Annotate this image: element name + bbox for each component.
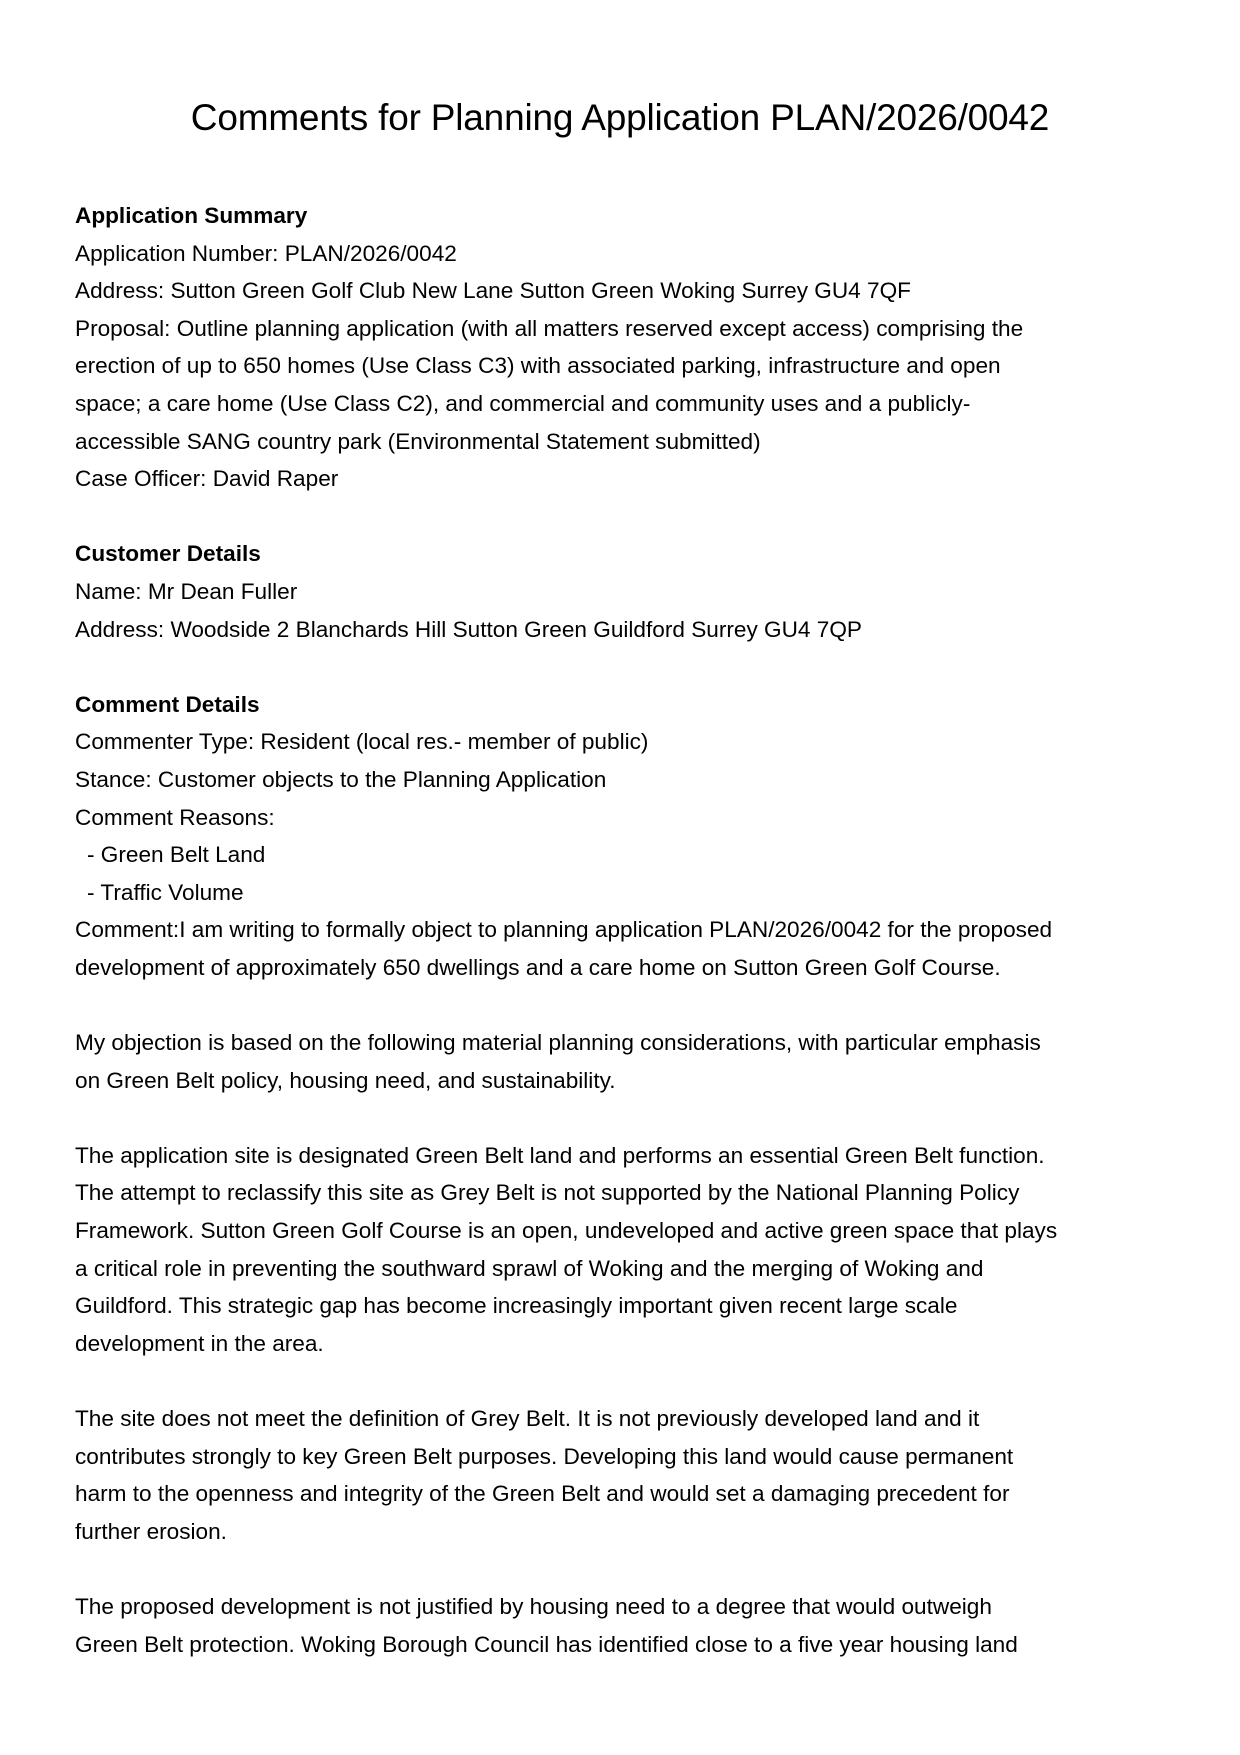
spacer [75,1550,1175,1588]
comment-line: My objection is based on the following material planning considerations, with particular emphasis [75,1030,1041,1056]
proposal-line: erection of up to 650 homes (Use Class C3) with associated parking, infrastructure and open [75,353,1001,379]
comment-line: development of approximately 650 dwellings and a care home on Sutton Green Golf Course. [75,954,1001,980]
comment-line: on Green Belt policy, housing need, and sustainability. [75,1067,616,1093]
spacer [75,1099,1175,1137]
application-address: Address: Sutton Green Golf Club New Lane Sutton Green Woking Surrey GU4 7QF [75,278,911,304]
comment-details-heading: Comment Details [75,691,260,717]
proposal-line: accessible SANG country park (Environmental Statement submitted) [75,428,761,454]
stance: Stance: Customer objects to the Planning Application [75,766,607,792]
customer-details-heading: Customer Details [75,541,261,567]
comment-line: The proposed development is not justified by housing need to a degree that would outweigh [75,1593,992,1619]
comment-line: a critical role in preventing the southward sprawl of Woking and the merging of Woking and [75,1255,984,1281]
case-officer: Case Officer: David Raper [75,466,339,492]
comment-paragraph [75,1137,1175,1363]
comment-reason-item: - Traffic Volume [87,879,244,905]
comment-line: further erosion. [75,1518,227,1544]
comment-line: Guildford. This strategic gap has become increasingly important given recent large scale [75,1293,958,1319]
spacer [75,986,1175,1024]
page-title: Comments for Planning Application PLAN/2026/0042 [190,97,1050,138]
comment-paragraph [75,1588,1175,1663]
comment-line: Comment:I am writing to formally object to planning application PLAN/2026/0042 for the proposed [75,917,1053,943]
proposal-line: space; a care home (Use Class C2), and commercial and community uses and a publicly- [75,390,971,416]
comment-line: The site does not meet the definition of Grey Belt. It is not previously developed land and it [75,1406,980,1431]
spacer [75,498,1175,536]
application-number: Application Number: PLAN/2026/0042 [75,240,457,266]
spacer [75,1362,1175,1400]
commenter-type: Commenter Type: Resident (local res.- member of public) [75,729,649,755]
customer-details-section [75,535,1175,648]
comment-line: harm to the openness and integrity of the Green Belt and would set a damaging precedent for [75,1481,1010,1507]
comment-line: Green Belt protection. Woking Borough Council has identified close to a five year housing land [75,1631,1018,1657]
comment-line: contributes strongly to key Green Belt purposes. Developing this land would cause permanent [75,1443,1014,1469]
comment-reasons-label: Comment Reasons: [75,804,275,830]
customer-name: Name: Mr Dean Fuller [75,578,298,604]
comment-details-section [75,686,1175,1663]
comment-line: The application site is designated Green Belt land and performs an essential Green Belt function. [75,1142,1045,1168]
comment-reason-item: - Green Belt Land [87,842,266,868]
comment-line: development in the area. [75,1330,324,1356]
application-summary-section [75,197,1175,498]
proposal-line: Proposal: Outline planning application (with all matters reserved except access) comprising the [75,315,1024,341]
comment-line: Framework. Sutton Green Golf Course is an open, undeveloped and active green space that plays [75,1218,1058,1244]
application-summary-heading: Application Summary [75,203,308,228]
comment-paragraph [75,911,1175,986]
comment-paragraph [75,1400,1175,1550]
document-body [75,197,1175,1663]
comment-paragraph [75,1024,1175,1099]
spacer [75,648,1175,686]
customer-address: Address: Woodside 2 Blanchards Hill Sutton Green Guildford Surrey GU4 7QP [75,616,862,642]
comment-line: The attempt to reclassify this site as Grey Belt is not supported by the National Planning Policy [75,1180,1020,1206]
